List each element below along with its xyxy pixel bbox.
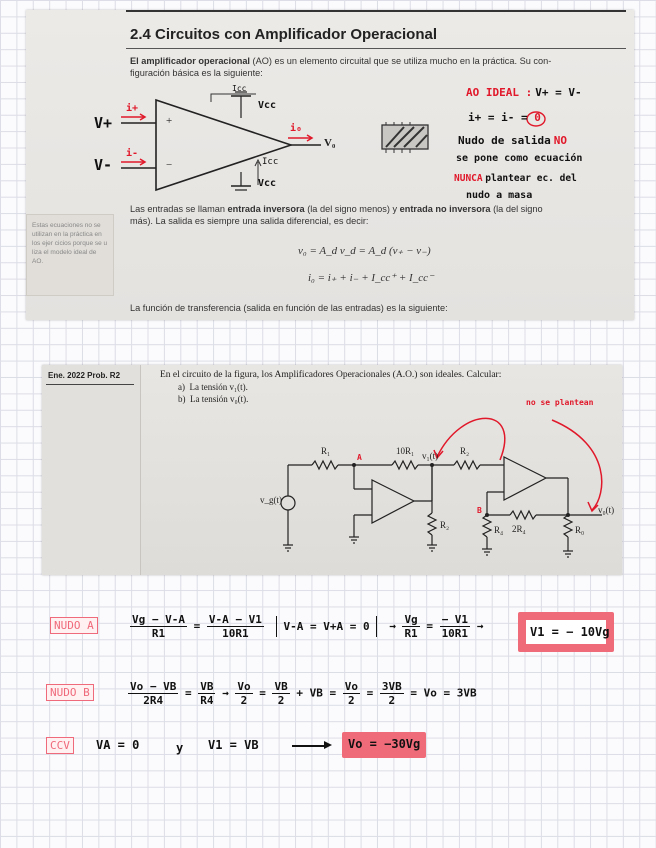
nudo-a-result: V1 = − 10Vg bbox=[530, 625, 610, 639]
nudo-b-eq: = bbox=[184, 686, 192, 700]
intro-line2: figuración básica es la siguiente: bbox=[130, 68, 263, 78]
nudo-salida-text: Nudo de salida bbox=[458, 134, 551, 147]
inputs-t1c: (la del signo menos) y bbox=[304, 204, 400, 214]
se-pone-text: se pone como ecuación bbox=[456, 153, 583, 164]
nudo-b-f3-den: 2 bbox=[240, 694, 248, 707]
label-r2-shunt: R₂ bbox=[440, 520, 450, 530]
nudo-b-eq2: = bbox=[259, 686, 266, 700]
ccv-y: y bbox=[176, 741, 184, 755]
nudo-b-f1-num: Vo − VB bbox=[130, 680, 177, 693]
circuit-schematic bbox=[42, 365, 622, 575]
label-r4: R₄ bbox=[494, 525, 504, 535]
ideal-black-text: V+ = V- bbox=[535, 86, 582, 99]
label-10r1: 10R₁ bbox=[396, 446, 415, 456]
no-text: NO bbox=[553, 134, 568, 147]
nudo-a-frac3 bbox=[402, 613, 419, 640]
nudo-b-frac6 bbox=[380, 680, 404, 707]
nunca-text: NUNCA bbox=[454, 173, 483, 184]
label-v1: v₁(t) bbox=[422, 451, 439, 461]
nudo-b-f2-den: R4 bbox=[200, 694, 214, 707]
nudo-b-tag: NUDO B bbox=[46, 684, 94, 701]
problem-ref: Ene. 2022 Prob. R2 bbox=[48, 371, 121, 380]
ccv-arrow-line bbox=[292, 745, 328, 747]
i-minus-label: i- bbox=[126, 148, 139, 159]
label-2r4: 2R₄ bbox=[512, 524, 526, 534]
zero-text: 0 bbox=[534, 111, 541, 124]
nudo-a-equation bbox=[130, 613, 483, 640]
label-r0: R₀ bbox=[575, 525, 585, 535]
label-r1: R₁ bbox=[321, 446, 331, 456]
sidebar-note: Estas ecuaciones no se utilizan en la práctica en los ejer cicios porque se u liza el modelo ideal de AO. bbox=[32, 222, 108, 265]
nudo-b-f5-num: Vo bbox=[344, 680, 358, 693]
nudo-b-eq4: = bbox=[366, 686, 374, 700]
item-b-letter: b) bbox=[178, 394, 186, 404]
nudo-b-frac1 bbox=[128, 680, 178, 707]
nudo-a-f1-num: Vg − V-A bbox=[132, 613, 185, 626]
label-vg: v_g(t) bbox=[260, 495, 282, 505]
nudo-b-frac5 bbox=[343, 680, 360, 707]
vcc-top-label: Vcc bbox=[258, 100, 277, 111]
nudo-b-result: Vo = 3VB bbox=[423, 686, 477, 700]
nudo-salida-note bbox=[458, 134, 567, 147]
nudo-a-f1-den: R1 bbox=[151, 627, 166, 640]
ccv-va: VA = 0 bbox=[96, 738, 140, 752]
inputs-paragraph bbox=[130, 203, 630, 227]
icc-top-label: Icc bbox=[232, 84, 247, 93]
i-out-label: i₀ bbox=[290, 123, 303, 134]
nudo-b-frac3 bbox=[235, 680, 252, 707]
nudo-a-frac2 bbox=[207, 613, 264, 640]
nudo-a-eq: = bbox=[193, 619, 201, 633]
nudo-b-f3-num: Vo bbox=[237, 680, 251, 693]
i-plus-label: i+ bbox=[126, 103, 139, 114]
v-out-label: V₀ bbox=[324, 137, 336, 149]
nudo-masa-text: nudo a masa bbox=[466, 190, 533, 201]
ideal-red-text: AO IDEAL : bbox=[466, 86, 533, 99]
nudo-a-f4-den: 10R1 bbox=[441, 627, 469, 640]
nunca-note bbox=[454, 173, 577, 184]
inputs-t1a: Las entradas se llaman bbox=[130, 204, 228, 214]
formula-vo: v₀ = A_d v_d = A_d (v₊ − v₋) bbox=[298, 245, 431, 257]
inputs-t1d: entrada no inversora bbox=[399, 204, 491, 214]
vcc-bottom-label: Vcc bbox=[258, 178, 277, 189]
nudo-a-condition: V-A = V+A = 0 bbox=[276, 616, 376, 637]
nudo-b-plus: + VB bbox=[296, 686, 323, 700]
label-v0: v₀(t) bbox=[598, 505, 615, 515]
nudo-a-f2-num: V-A − V1 bbox=[208, 613, 262, 626]
nudo-b-f6-den: 2 bbox=[388, 694, 396, 707]
transfer-text: La función de transferencia (salida en función de las entradas) es la siguiente: bbox=[130, 303, 448, 313]
nudo-a-tag: NUDO A bbox=[50, 617, 98, 634]
v-plus-label: V+ bbox=[94, 114, 113, 132]
nudo-b-f1-den: 2R4 bbox=[143, 694, 164, 707]
no-se-plantean-note: no se plantean bbox=[526, 398, 594, 407]
problem-photo-circuit bbox=[42, 365, 622, 575]
inputs-t2: más). La salida es siempre una salida diferencial, es decir: bbox=[130, 216, 369, 226]
nudo-b-eq5: = bbox=[410, 686, 417, 700]
minus-input-sign: − bbox=[166, 159, 173, 171]
item-a-letter: a) bbox=[178, 382, 185, 392]
currents-text: i+ = i- = bbox=[468, 111, 535, 124]
nudo-b-eq3: = bbox=[329, 686, 337, 700]
problem-statement: En el circuito de la figura, los Amplificadores Operacionales (A.O.) son ideales. Calcular: bbox=[160, 370, 502, 380]
nudo-b-arrow: → bbox=[222, 686, 229, 700]
ccv-v1-vb: V1 = VB bbox=[208, 738, 259, 752]
nudo-b-equation bbox=[128, 680, 477, 707]
nudo-b-f4-num: VB bbox=[274, 680, 288, 693]
nudo-a-f3-den: R1 bbox=[404, 627, 418, 640]
nudo-a-frac1 bbox=[130, 613, 187, 640]
ccv-arrow-head bbox=[324, 741, 332, 749]
ccv-result: Vo = −30Vg bbox=[348, 737, 421, 751]
nudo-a-f3-num: Vg bbox=[404, 613, 418, 626]
formula-io: i₀ = i₊ + i₋ + I_cc⁺ + I_cc⁻ bbox=[308, 272, 434, 284]
inputs-t1b: entrada inversora bbox=[227, 204, 305, 214]
intro-rest: (AO) es un elemento circuital que se utiliza mucho en la práctica. Su con- bbox=[249, 56, 552, 66]
nudo-a-eq2: = bbox=[426, 619, 433, 633]
v-minus-label: V- bbox=[94, 156, 113, 174]
section-title: 2.4 Circuitos con Amplificador Operacional bbox=[130, 26, 438, 43]
icc-bottom-label: Icc bbox=[262, 157, 279, 167]
nudo-b-frac2 bbox=[198, 680, 215, 707]
node-b-label: B bbox=[477, 506, 482, 515]
nudo-a-f2-den: 10R1 bbox=[222, 627, 249, 640]
item-b-text: La tensión v₀(t). bbox=[190, 394, 249, 404]
textbook-photo-op-amp bbox=[26, 10, 634, 320]
plus-input-sign: + bbox=[166, 115, 173, 127]
nudo-a-arrow2: → bbox=[476, 619, 484, 633]
currents-note bbox=[468, 111, 541, 124]
label-r2-series: R₂ bbox=[460, 446, 470, 456]
ideal-note bbox=[466, 86, 582, 99]
ccv-tag: CCV bbox=[46, 737, 74, 754]
nudo-a-arrow: → bbox=[389, 619, 396, 633]
sidebar-box bbox=[26, 214, 114, 296]
nudo-a-f4-num: − V1 bbox=[441, 613, 469, 626]
nudo-b-frac4 bbox=[272, 680, 289, 707]
nudo-b-f5-den: 2 bbox=[348, 694, 355, 707]
intro-bold: El amplificador operacional bbox=[130, 56, 250, 66]
nudo-b-f6-num: 3VB bbox=[381, 680, 402, 693]
nudo-b-f2-num: VB bbox=[200, 680, 214, 693]
item-a-text: La tensión v₁(t). bbox=[189, 382, 248, 392]
node-a-label: A bbox=[357, 453, 362, 462]
nudo-b-f4-den: 2 bbox=[277, 694, 285, 707]
inputs-t1e: (la del signo bbox=[490, 204, 543, 214]
nudo-a-frac4 bbox=[440, 613, 471, 640]
plantear-text: plantear ec. del bbox=[485, 173, 577, 184]
